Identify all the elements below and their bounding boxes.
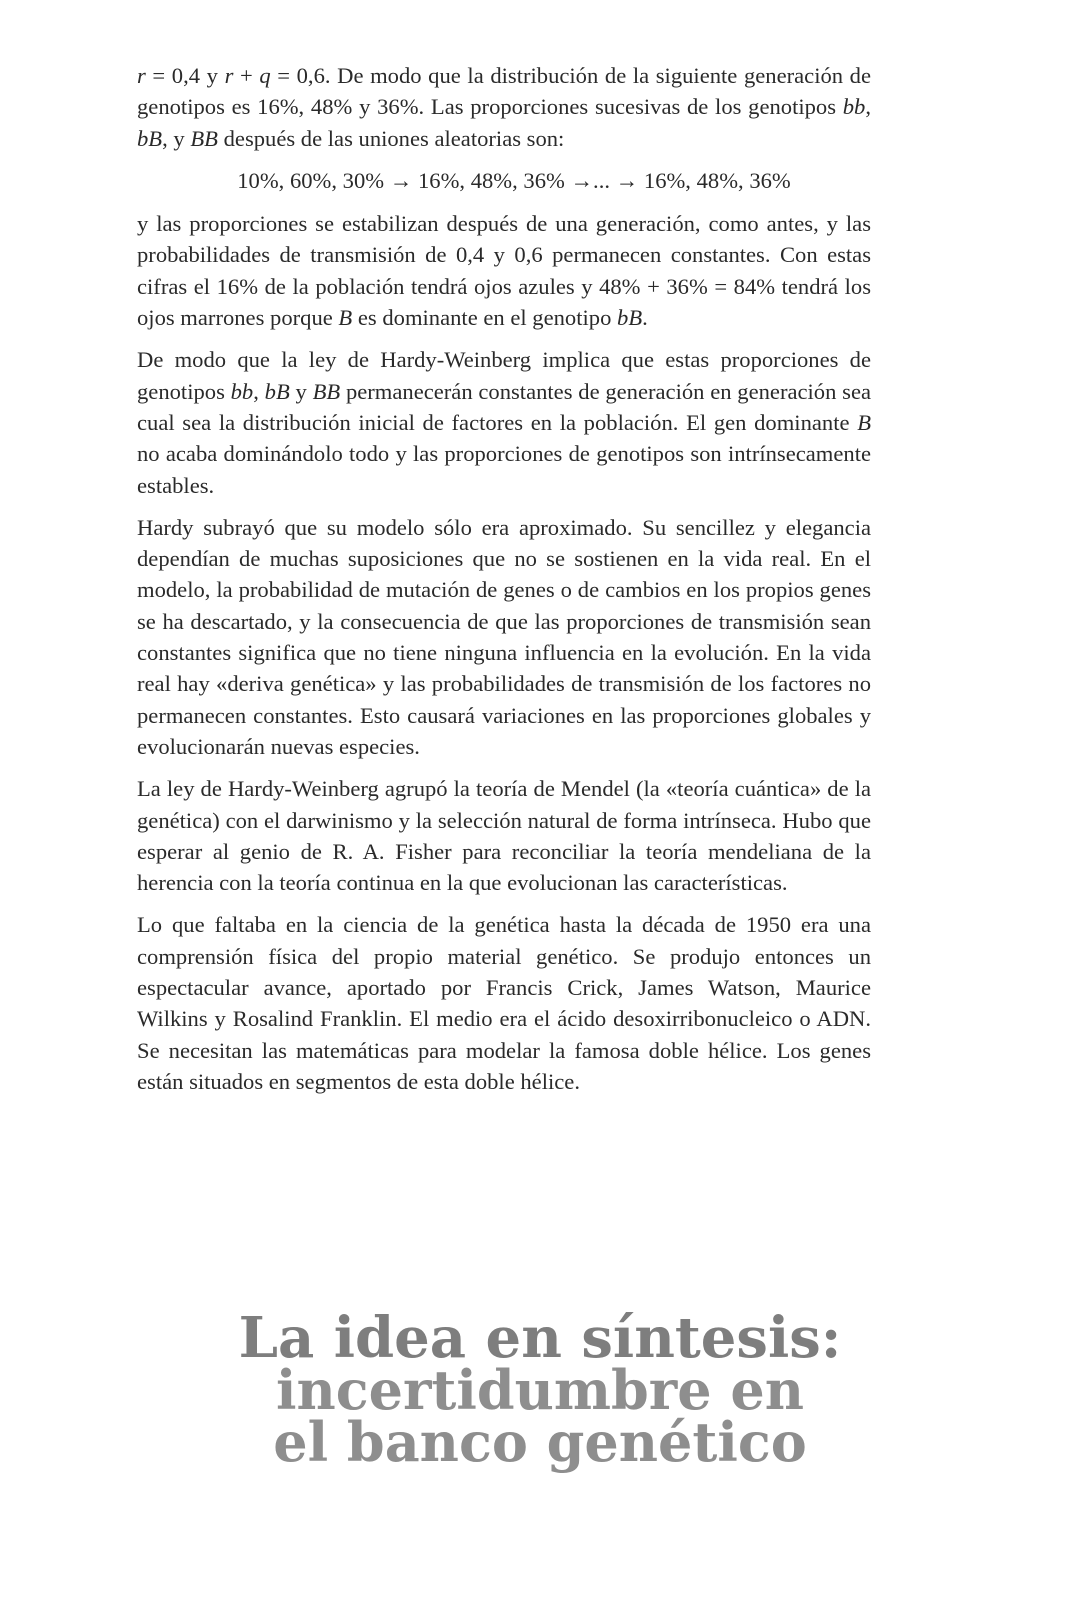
genotype-bB: bB xyxy=(137,125,163,151)
genotype-bb: bb xyxy=(842,94,866,120)
text-run: = 0,6. De modo que la distribución de la siguiente generación de genotipos es 16%, 48% y 36%. Las proporciones sucesivas de los genotipos xyxy=(137,63,872,120)
gene-B: B xyxy=(857,409,871,435)
text-run: + xyxy=(233,63,260,88)
synthesis-title: La idea en síntesis: xyxy=(238,1305,842,1371)
synthesis-line-3: el banco genético xyxy=(273,1410,807,1474)
paragraph-2 xyxy=(137,208,871,333)
text-run: . xyxy=(642,305,648,331)
gene-B: B xyxy=(338,305,353,331)
genotype-BB: BB xyxy=(312,378,341,404)
body-text xyxy=(137,60,871,1108)
text-run: , xyxy=(865,94,871,120)
var-r: r xyxy=(137,63,146,88)
text-run: = 0,4 y xyxy=(145,63,225,88)
var-r: r xyxy=(224,63,234,88)
paragraph-4: Hardy subrayó que su modelo sólo era aproximado. Su sencillez y elegancia dependían de muchas suposiciones que no se sostienen en la vida real. En el modelo, la probabilidad de mutación de genes o de cambios en los propios genes se ha descartado, y la consecuencia de que las proporciones de transmisión sean constantes significa que no tiene ninguna influencia en la evolución. En la vida real hay «deriva genética» y las probabilidades de transmisión de los factores no permanecen constantes. Esto causará variaciones en las proporciones globales y evolucionarán nuevas especies. xyxy=(137,514,871,759)
var-q: q xyxy=(259,63,271,88)
genotype-BB: BB xyxy=(190,125,218,151)
text-run: , xyxy=(253,378,265,404)
text-run: permanecerán constantes de generación en generación sea cual sea la distribución inicial de factores en la población. El gen dominante xyxy=(137,378,872,435)
genotype-bb: bb xyxy=(230,378,254,404)
text-run: y las proporciones se estabilizan después de una generación, como antes, y las probabilidades de transmisión de 0,4 y 0,6 permanecen constantes. Con estas cifras el 16% de la población tendrá ojos azules y 48% + 36% = 84% tendrá los ojos marrones porque xyxy=(137,211,871,331)
idea-synthesis-heading xyxy=(0,1305,1080,1474)
paragraph-6: Lo que faltaba en la ciencia de la genética hasta la década de 1950 era una comprensión física del propio material genético. Se produjo entonces un espectacular avance, aportado por Francis Crick, James Watson, Maurice Wilkins y Rosalind Franklin. El medio era el ácido desoxirribonucleico o ADN. Se necesitan las matemáticas para modelar la famosa doble hélice. Los genes están situados en segmentos de esta doble hélice. xyxy=(137,912,871,1094)
text-run: no acaba dominándolo todo y las proporciones de genotipos son intrínsecamente estables. xyxy=(137,441,871,498)
paragraph-1 xyxy=(137,60,871,154)
proportions-formula: 10%, 60%, 30% → 16%, 48%, 36% →... → 16%, 48%, 36% xyxy=(237,167,791,193)
text-run: después de las uniones aleatorias son: xyxy=(217,125,565,151)
paragraph-5: La ley de Hardy-Weinberg agrupó la teoría de Mendel (la «teoría cuántica» de la genética) con el darwinismo y la selección natural de forma intrínseca. Hubo que esperar al genio de R. A. Fisher para reconciliar la teoría mendeliana de la herencia con la teoría continua en la que evolucionan las características. xyxy=(137,776,871,896)
text-run: , y xyxy=(162,125,191,151)
text-run: y xyxy=(289,378,313,404)
paragraph-3 xyxy=(137,344,871,500)
synthesis-line-2: incertidumbre en xyxy=(275,1358,805,1422)
text-run: es dominante en el genotipo xyxy=(352,305,618,331)
genotype-bB: bB xyxy=(264,378,290,404)
text-run: De modo que la ley de Hardy-Weinberg implica que estas proporciones de genotipos xyxy=(137,347,871,404)
genotype-bB: bB xyxy=(617,305,643,331)
